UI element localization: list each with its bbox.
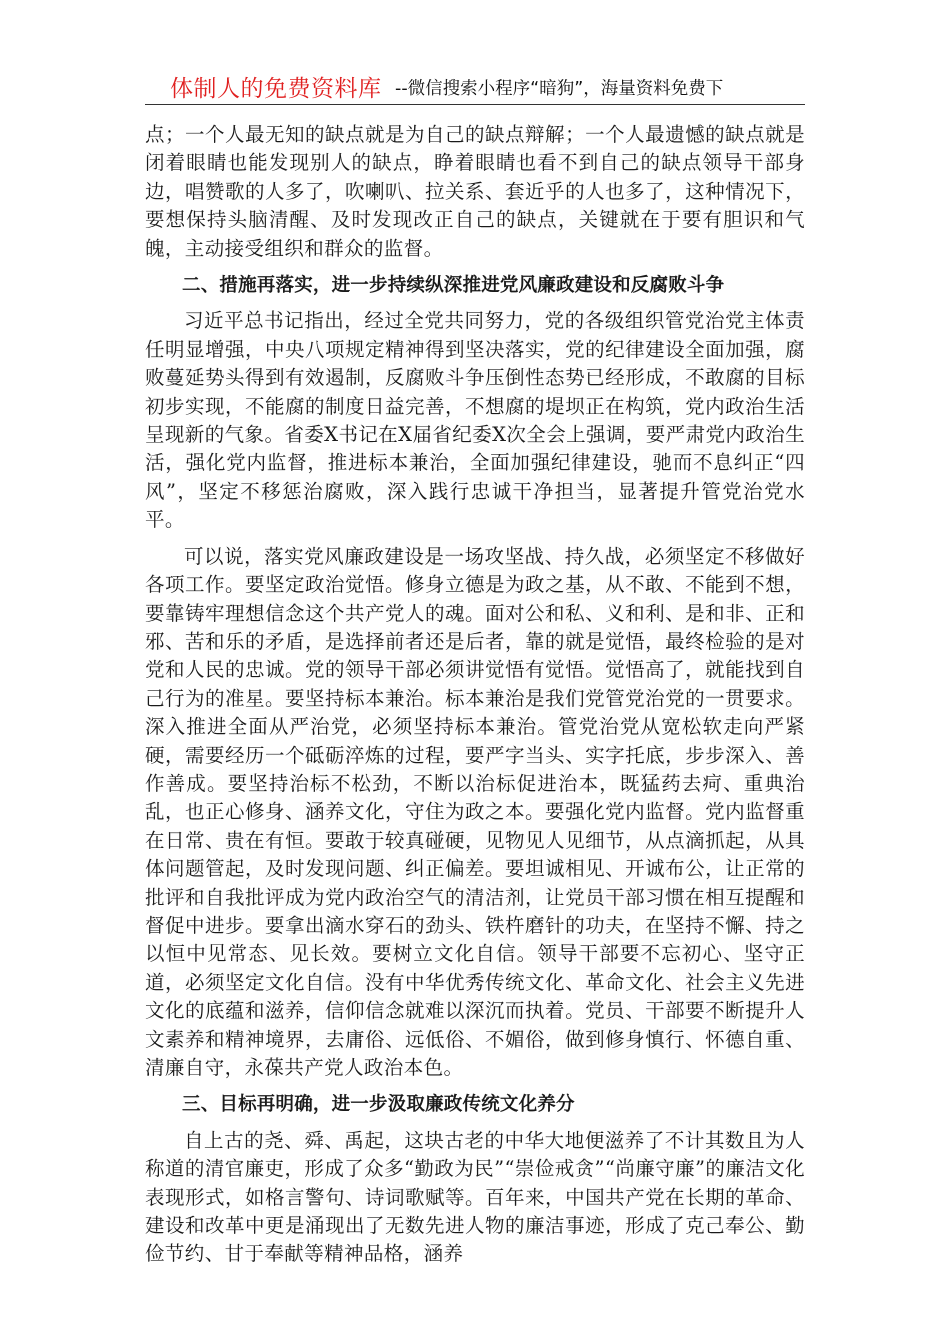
- header-tagline: --微信搜索小程序“暗狗”，海量资料免费下: [395, 79, 724, 99]
- document-body: [145, 121, 805, 1269]
- section-heading-3: 三、目标再明确，进一步汲取廉政传统文化养分: [182, 1094, 575, 1116]
- opening-paragraph: 点；一个人最无知的缺点就是为自己的缺点辩解；一个人最遗憾的缺点就是闭着眼睛也能发现别人的缺点，睁着眼睛也看不到自己的缺点领导干部身边，唱赞歌的人多了，吹喇叭、拉关系、套近乎的人也多了，这种情况下，要想保持头脑清醒、及时发现改正自己的缺点，关键就在于要有胆识和气魄，主动接受组织和群众的监督。: [145, 123, 805, 260]
- page-header: [145, 66, 805, 105]
- header-brand: 体制人的免费资料库: [170, 76, 382, 102]
- section2-paragraph-2: 可以说，落实党风廉政建设是一场攻坚战、持久战，必须坚定不移做好各项工作。要坚定政治觉悟。修身立德是为政之基，从不敢、不能到不想，要靠铸牢理想信念这个共产党人的魂。面对公和私、义和利、是和非、正和邪、苦和乐的矛盾，是选择前者还是后者，靠的就是觉悟，最终检验的是对党和人民的忠诚。党的领导干部必须讲觉悟有觉悟。觉悟高了，就能找到自己行为的准星。要坚持标本兼治。标本兼治是我们党管党治党的一贯要求。深入推进全面从严治党，必须坚持标本兼治。管党治党从宽松软走向严紧硬，需要经历一个砥砺淬炼的过程，要严字当头、实字托底，步步深入、善作善成。要坚持治标不松劲，不断以治标促进治本，既猛药去疴、重典治乱，也正心修身、涵养文化，守住为政之本。要强化党内监督。党内监督重在日常、贵在有恒。要敢于较真碰硬，见物见人见细节，从点滴抓起，从具体问题管起，及时发现问题、纠正偏差。要坦诚相见、开诚布公，让正常的批评和自我批评成为党内政治空气的清洁剂，让党员干部习惯在相互提醒和督促中进步。要拿出滴水穿石的劲头、铁杵磨针的功夫，在坚持不懈、持之以恒中见常态、见长效。要树立文化自信。领导干部要不忘初心、坚守正道，必须坚定文化自信。没有中华优秀传统文化、革命文化、社会主义先进文化的底蕴和滋养，信仰信念就难以深沉而执着。党员、干部要不断提升人文素养和精神境界，去庸俗、远低俗、不媚俗，做到修身慎行、怀德自重、清廉自守，永葆共产党人政治本色。: [145, 544, 805, 1079]
- section-heading-2: 二、措施再落实，进一步持续纵深推进党风廉政建设和反腐败斗争: [182, 275, 725, 297]
- section3-paragraph-1: 自上古的尧、舜、禹起，这块古老的中华大地便滋养了不计其数且为人称道的清官廉吏，形成了众多“勤政为民”“崇俭戒贪”“尚廉守廉”的廉洁文化表现形式，如格言警句、诗词歌赋等。百年来，中国共产党在长期的革命、建设和改革中更是涌现出了无数先进人物的廉洁事迹，形成了克己奉公、勤俭节约、甘于奉献等精神品格，涵养: [145, 1128, 805, 1266]
- section2-paragraph-1: 习近平总书记指出，经过全党共同努力，党的各级组织管党治党主体责任明显增强，中央八项规定精神得到坚决落实，党的纪律建设全面加强，腐败蔓延势头得到有效遏制，反腐败斗争压倒性态势已经形成，不敢腐的目标初步实现，不能腐的制度日益完善，不想腐的堤坝正在构筑，党内政治生活呈现新的气象。省委X书记在X届省纪委X次全会上强调，要严肃党内政治生活，强化党内监督，推进标本兼治，全面加强纪律建设，驰而不息纠正“四风”，坚定不移惩治腐败，深入践行忠诚干净担当，显著提升管党治党水平。: [145, 309, 805, 532]
